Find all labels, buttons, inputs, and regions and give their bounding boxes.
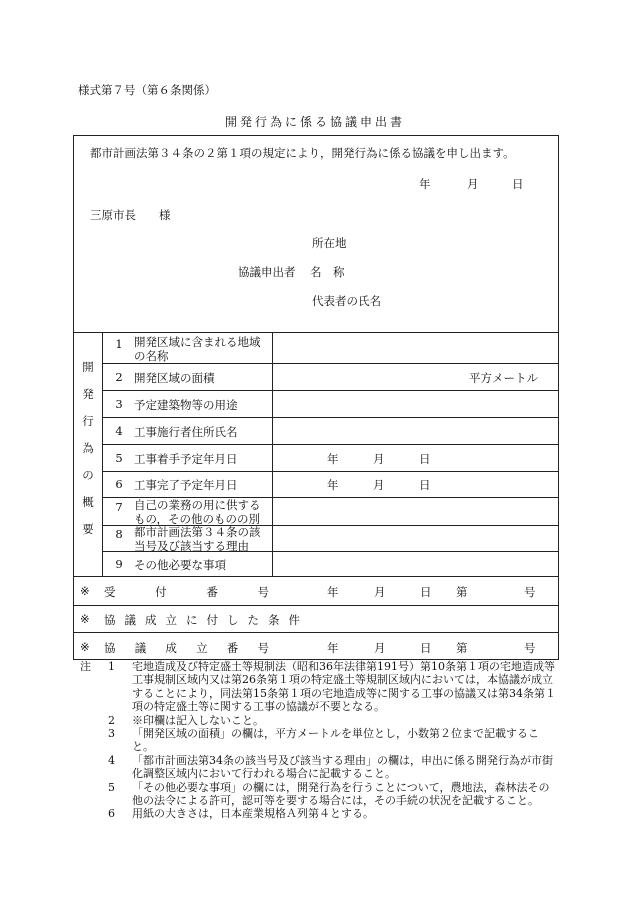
notes-prefix: 注	[80, 660, 91, 673]
row-number: 6	[115, 477, 123, 491]
agreement-number-label: 協 議 成 立 番 号	[104, 641, 269, 655]
agreement-year: 年	[327, 641, 339, 655]
row-label-business-use: 自己の業務の用に供するもの，その他のものの別	[134, 498, 261, 526]
date-day-label: 日	[512, 177, 524, 191]
row-label-building-use: 予定建築物等の用途	[134, 398, 238, 412]
notes-section	[80, 660, 560, 821]
row-number: 7	[115, 500, 123, 514]
row-label-contractor: 工事施行者住所氏名	[134, 425, 238, 439]
note-item: 2 ※印欄は記入しないこと。	[108, 713, 264, 727]
note-item: 5 「その他必要な事項」の欄には，開発行為を行うことについて，農地法，森林法その他の法令による許可，認可等を要する場合には，その手続の状況を記載すること。	[108, 780, 550, 808]
applicant-name-label: 名 称	[310, 265, 345, 279]
row-label-area-name: 開発区域に含まれる地域の名称	[134, 335, 261, 363]
start-date-field: 年 月 日	[327, 452, 431, 466]
note-item: 3 「開発区域の面積」の欄は，平方メートルを単位とし，小数第２位まで記載すること。	[108, 727, 539, 754]
row-number: 1	[115, 337, 123, 351]
row-label-other-matters: その他必要な事項	[134, 558, 226, 572]
applicant-rep-label: 代表者の氏名	[312, 294, 381, 308]
agreement-day: 日	[420, 641, 432, 655]
reception-ordinal: 第	[456, 585, 468, 599]
row-number: 4	[115, 424, 123, 438]
row-number: 2	[115, 370, 123, 384]
applicant-address-label: 所在地	[312, 236, 347, 250]
agreement-conditions-label: 協 議 成 立 に 付 し た 条 件	[104, 613, 300, 627]
note-item: 6 用紙の大きさは，日本産業規格Ａ列第４とする。	[108, 807, 374, 821]
row-label-article-34: 都市計画法第３４条の該当号及び該当する理由	[134, 525, 261, 553]
office-mark: ※	[80, 584, 90, 598]
reception-month: 月	[374, 585, 386, 599]
agreement-ordinal: 第	[456, 641, 468, 655]
row-number: 9	[115, 557, 123, 571]
overview-vertical-label: 開 発 行 為 の 概 要	[82, 360, 94, 536]
form-number: 様式第７号（第６条関係）	[78, 83, 216, 97]
row-label-end-date: 工事完了予定年月日	[134, 478, 238, 492]
application-form	[73, 135, 559, 660]
note-item: 4 「都市計画法第34条の該当号及び該当する理由」の欄は，申出に係る開発行為が市街化調整区域内において行われる場合に記載すること。	[108, 753, 553, 781]
end-date-field: 年 月 日	[327, 478, 431, 492]
reception-number-label: 受 付 番 号	[104, 585, 269, 599]
date-year-label: 年	[419, 177, 431, 191]
document-title: 開発行為に係る協議申出書	[224, 115, 405, 129]
office-mark: ※	[80, 640, 90, 654]
reception-day: 日	[420, 585, 432, 599]
statement-text: 都市計画法第３４条の２第１項の規定により，開発行為に係る協議を申し出ます。	[90, 146, 515, 160]
agreement-suffix: 号	[524, 641, 536, 655]
row-number: 8	[115, 527, 123, 541]
reception-suffix: 号	[524, 585, 536, 599]
reception-year: 年	[327, 585, 339, 599]
applicant-group-label: 協議申出者	[238, 265, 296, 279]
date-month-label: 月	[467, 177, 479, 191]
office-mark: ※	[80, 612, 90, 626]
row-label-area-size: 開発区域の面積	[134, 371, 215, 385]
note-item: 注 1 宅地造成及び特定盛土等規制法（昭和36年法律第191号）第10条第１項の宅地造成等工事規制区域内又は第26条第１項の特定盛土等規制区域内においては，本協議が成立することにより，同法第15条第１項の宅地造成等に関する工事の協議又は第34条第１項の特定盛土等に関する工事の協議が不要となる。	[80, 660, 556, 714]
addressee: 三原市長 様	[90, 208, 171, 222]
area-unit: 平方メートル	[469, 371, 538, 385]
row-number: 3	[115, 397, 123, 411]
row-number: 5	[115, 451, 123, 465]
agreement-month: 月	[374, 641, 386, 655]
row-label-start-date: 工事着手予定年月日	[134, 452, 238, 466]
